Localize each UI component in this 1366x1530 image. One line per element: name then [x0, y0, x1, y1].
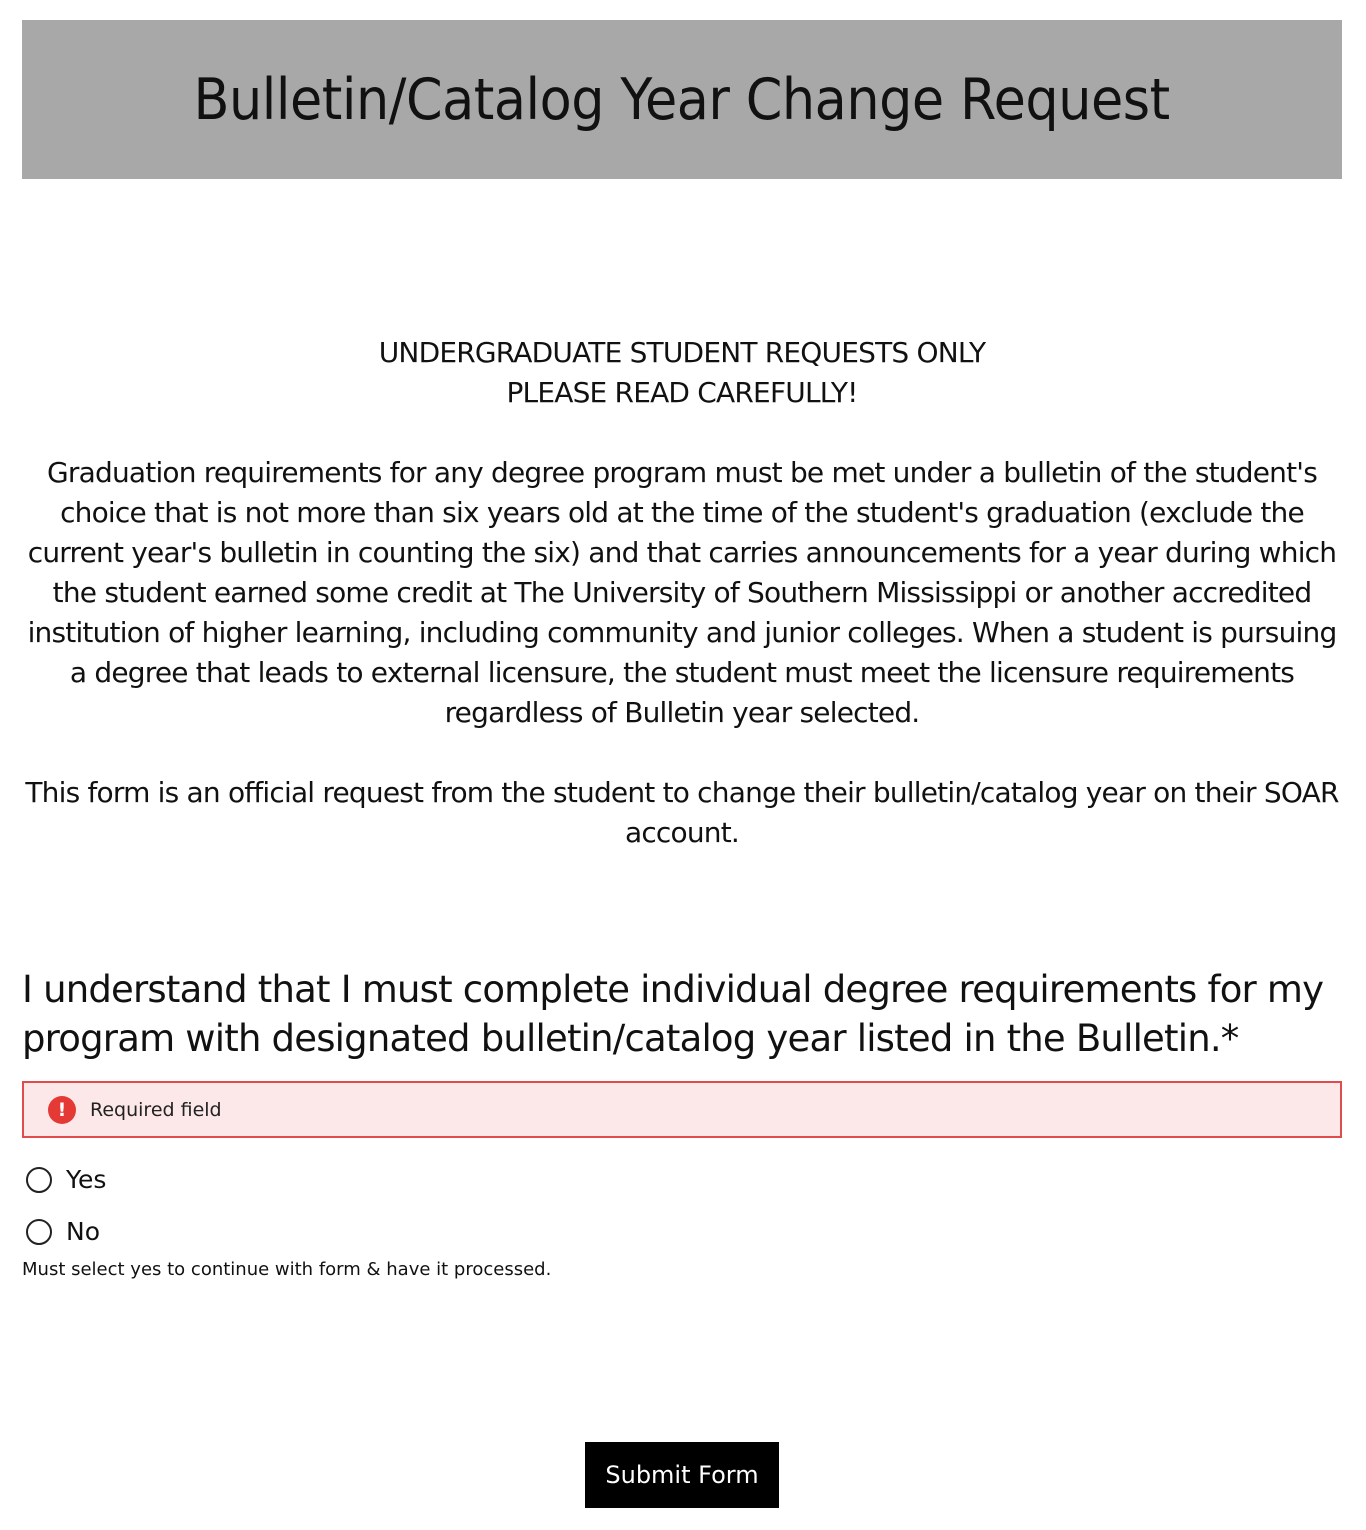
exclamation-icon: ! [48, 1096, 76, 1124]
intro-paragraph-official-request: This form is an official request from the student to change their bulletin/catalog year on their SOAR account. [25, 776, 1339, 849]
radio-no-label[interactable]: No [66, 1217, 100, 1246]
intro-heading-line2: PLEASE READ CAREFULLY! [506, 376, 858, 409]
intro-section [22, 333, 1342, 853]
helper-text: Must select yes to continue with form & have it processed. [22, 1259, 552, 1280]
radio-yes[interactable] [26, 1167, 52, 1193]
page-title: Bulletin/Catalog Year Change Request [193, 66, 1171, 133]
intro-heading-line1: UNDERGRADUATE STUDENT REQUESTS ONLY [378, 336, 986, 369]
radio-no[interactable] [26, 1219, 52, 1245]
required-field-error [22, 1081, 1342, 1138]
page-header [22, 20, 1342, 179]
question-label: I understand that I must complete individual degree requirements for my program with designated bulletin/catalog year listed in the Bulletin.* [22, 968, 1324, 1060]
intro-paragraph-requirements: Graduation requirements for any degree program must be met under a bulletin of the student's choice that is not more than six years old at the time of the student's graduation (exclude the current year's bulletin in counting the six) and that carries announcements for a year during which the student earned some credit at The University of Southern Mississippi or another accredited institution of higher learning, including community and junior colleges. When a student is pursuing a degree that leads to external licensure, the student must meet the licensure requirements regardless of Bulletin year selected. [27, 456, 1337, 729]
error-text: Required field [90, 1098, 222, 1121]
radio-option-no[interactable] [26, 1217, 100, 1246]
radio-yes-label[interactable]: Yes [66, 1165, 107, 1194]
submit-form-button[interactable]: Submit Form [585, 1442, 779, 1508]
radio-option-yes[interactable] [26, 1165, 106, 1194]
